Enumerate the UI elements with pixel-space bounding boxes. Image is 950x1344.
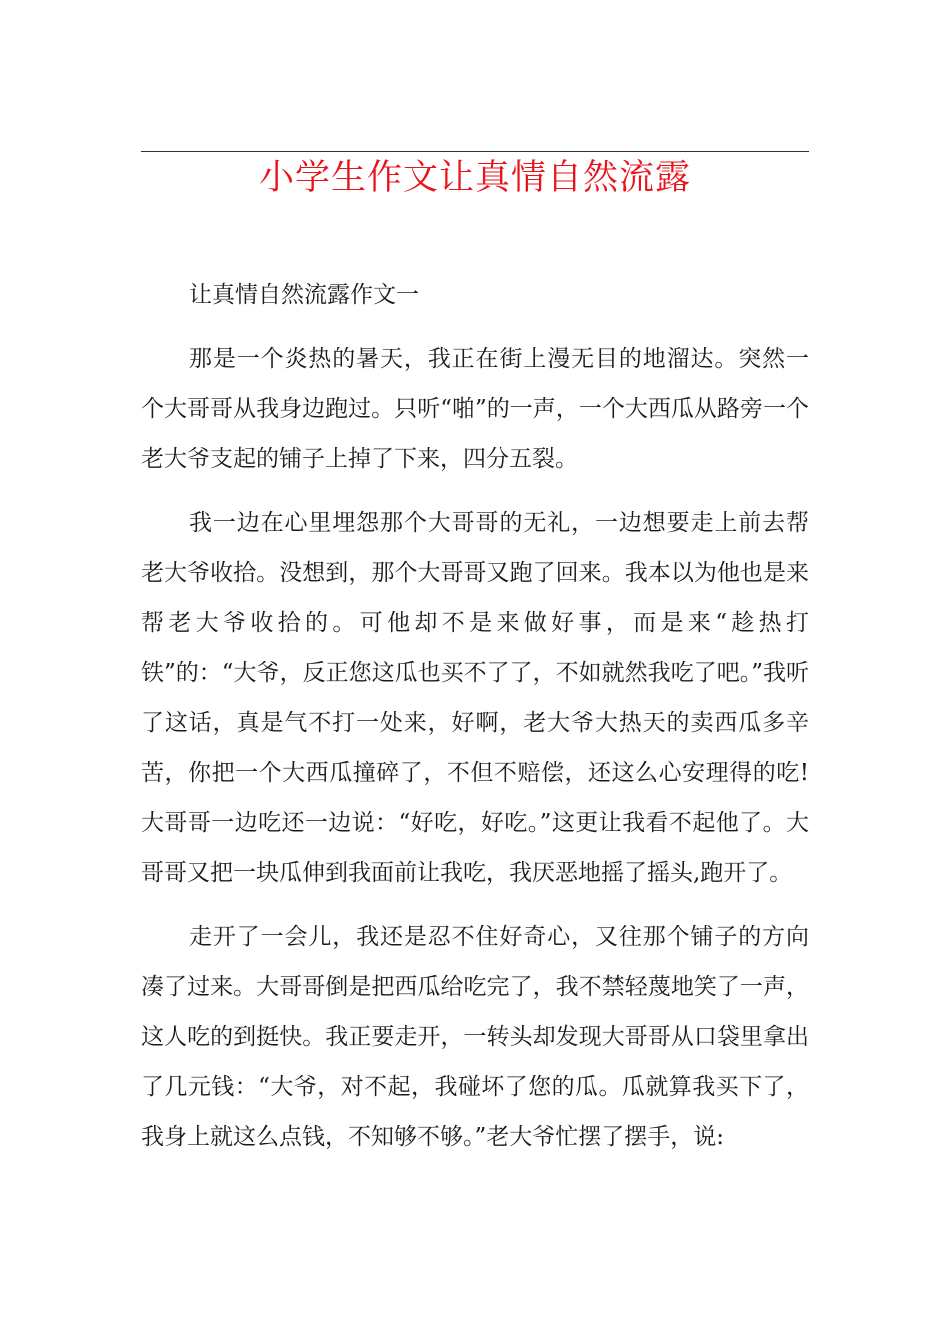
document-title: 小学生作文让真情自然流露 xyxy=(258,158,691,198)
document-body xyxy=(141,270,809,1162)
paragraph-2: 我一边在心里埋怨那个大哥哥的无礼，一边想要走上前去帮老大爷收拾。没想到，那个大哥哥又跑了回来。我本以为他也是来帮老大爷收拾的。可他却不是来做好事，而是来“趁热打铁”的：“大爷，反正您这瓜也买不了了，不如就然我吃了吧。”我听了这话，真是气不打一处来，好啊，老大爷大热天的卖西瓜多辛苦，你把一个大西瓜撞碎了，不但不赔偿，还这么心安理得的吃!大哥哥一边吃还一边说：“好吃，好吃。”这更让我看不起他了。大哥哥又把一块瓜伸到我面前让我吃，我厌恶地摇了摇头,跑开了。 xyxy=(141,510,809,886)
essay-subheading: 让真情自然流露作文一 xyxy=(189,282,419,308)
paragraph-1: 那是一个炎热的暑天，我正在街上漫无目的地溜达。突然一个大哥哥从我身边跑过。只听“啪”的一声，一个大西瓜从路旁一个老大爷支起的铺子上掉了下来，四分五裂。 xyxy=(141,346,809,472)
paragraph-3: 走开了一会儿，我还是忍不住好奇心，又往那个铺子的方向凑了过来。大哥哥倒是把西瓜给吃完了，我不禁轻蔑地笑了一声，这人吃的到挺快。我正要走开，一转头却发现大哥哥从口袋里拿出了几元钱：“大爷，对不起，我碰坏了您的瓜。瓜就算我买下了，我身上就这么点钱，不知够不够。”老大爷忙摆了摆手，说: xyxy=(141,924,809,1150)
